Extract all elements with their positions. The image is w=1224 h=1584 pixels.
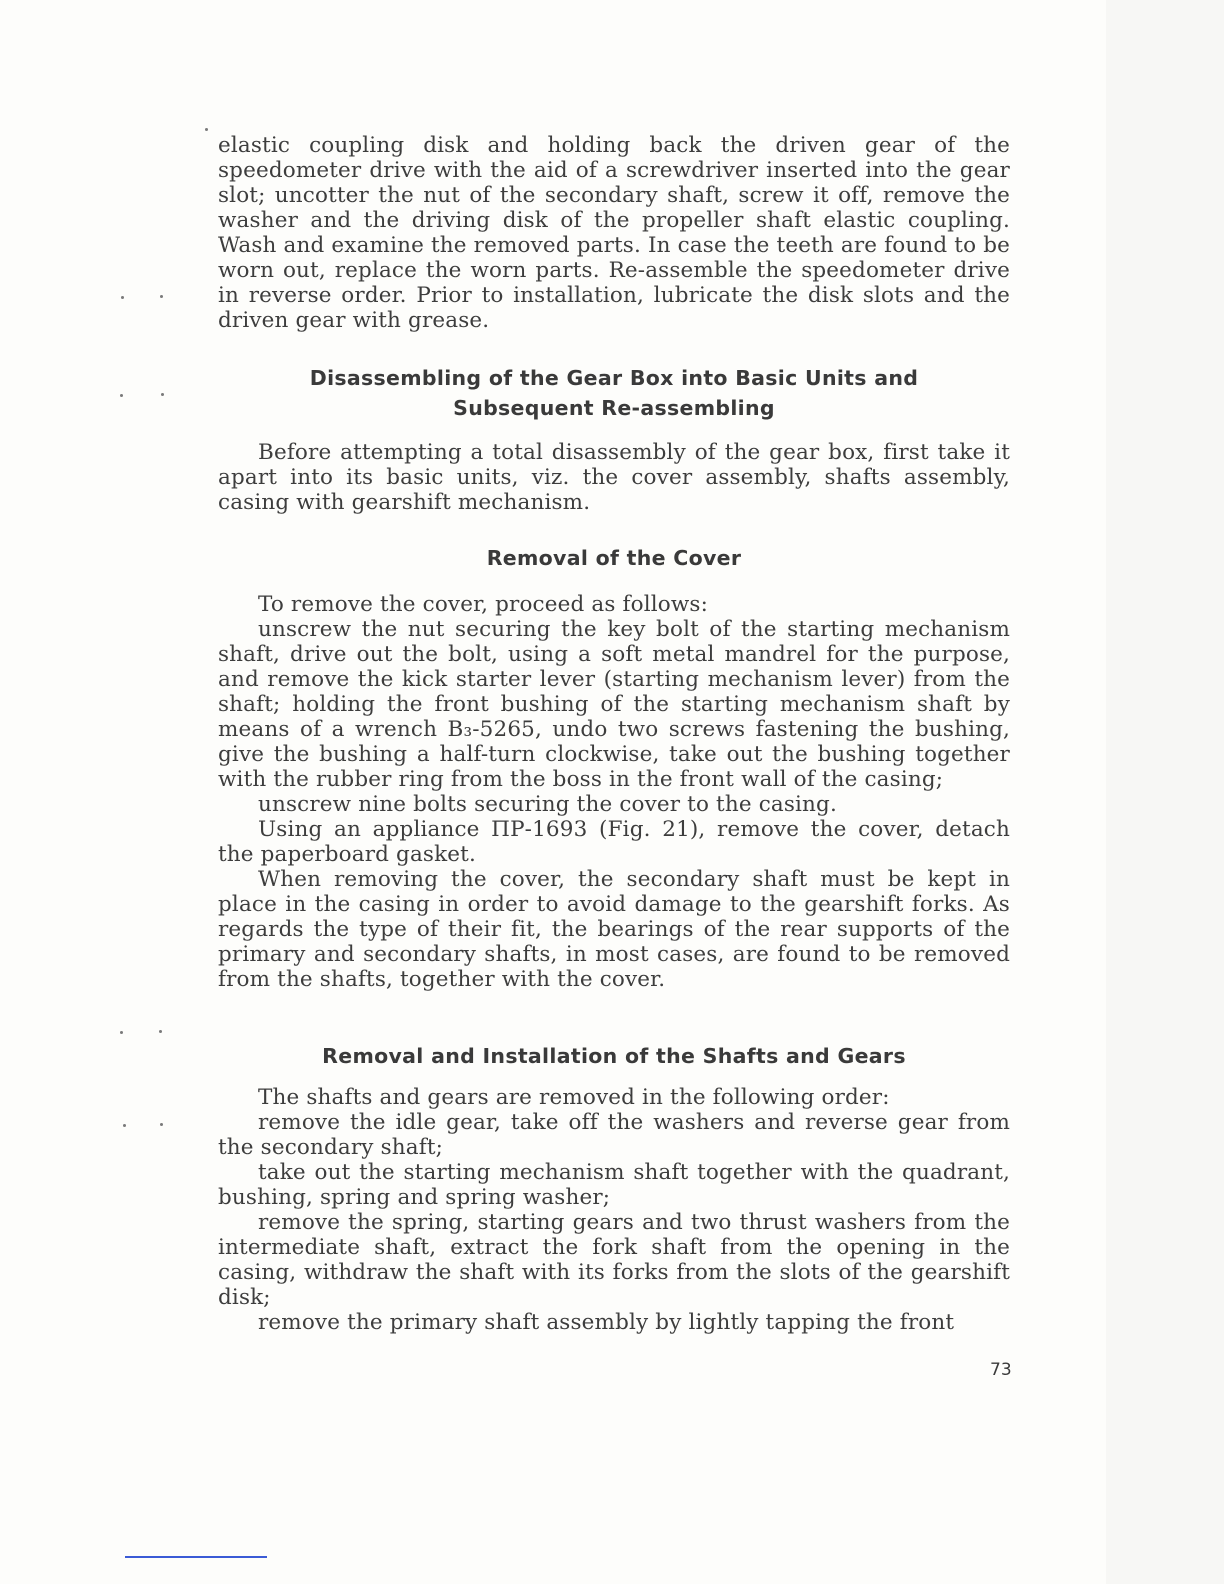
cover-paragraph: Using an appliance ПР-1693 (Fig. 21), remove the cover, detach the paperboard gasket. xyxy=(218,817,1010,867)
intro-paragraph: elastic coupling disk and holding back the driven gear of the speedometer drive with the aid of a screwdriver inserted into the gear slot; uncotter the nut of the secondary shaft, screw it off, remove the washer and the driving disk of the propeller shaft elastic coupling. Wash and examine the removed parts. In case the teeth are found to be worn out, replace the worn parts. Re-assemble the speedometer drive in reverse order. Prior to installation, lubricate the disk slots and the driven gear with grease. xyxy=(218,133,1010,333)
scan-speck xyxy=(123,1124,126,1127)
cover-paragraph: unscrew nine bolts securing the cover to the casing. xyxy=(258,792,837,817)
cover-heading-block xyxy=(218,543,1010,573)
disassembly-section xyxy=(218,440,1010,515)
shafts-paragraph: The shafts and gears are removed in the following order: xyxy=(258,1085,890,1110)
shafts-paragraph: take out the starting mechanism shaft together with the quadrant, bushing, spring and spring washer; xyxy=(218,1160,1010,1210)
disassembly-heading xyxy=(218,363,1010,423)
cover-paragraph: When removing the cover, the secondary shaft must be kept in place in the casing in order to avoid damage to the gearshift forks. As regards the type of their fit, the bearings of the rear supports of the primary and secondary shafts, in most cases, are found to be removed from the shafts, together with the cover. xyxy=(218,867,1010,992)
scan-speck xyxy=(120,1031,123,1034)
disassembly-paragraph: Before attempting a total disassembly of the gear box, first take it apart into its basic units, viz. the cover assembly, shafts assembly, casing with gearshift mechanism. xyxy=(218,440,1010,515)
intro-section xyxy=(218,133,1010,333)
scan-speck xyxy=(120,394,123,397)
shafts-paragraph: remove the primary shaft assembly by lightly tapping the front xyxy=(258,1310,955,1335)
cover-paragraph: To remove the cover, proceed as follows: xyxy=(258,592,709,617)
cover-section xyxy=(218,592,1010,992)
shafts-paragraph: remove the spring, starting gears and two thrust washers from the intermediate shaft, extract the fork shaft from the opening in the casing, withdraw the shaft with its forks from the slots of the gearshift disk; xyxy=(218,1210,1010,1310)
bottom-rule xyxy=(125,1556,267,1558)
scan-speck xyxy=(121,296,124,299)
disassembly-heading-line2: Subsequent Re-assembling xyxy=(453,396,775,420)
shafts-section xyxy=(218,1085,1010,1335)
scan-speck xyxy=(159,1030,162,1033)
page-number: 73 xyxy=(990,1360,1012,1380)
cover-heading: Removal of the Cover xyxy=(486,546,742,570)
scan-speck xyxy=(160,295,163,298)
page-edge-shadow xyxy=(1106,0,1224,1584)
scan-speck xyxy=(160,1123,163,1126)
shafts-heading: Removal and Installation of the Shafts and Gears xyxy=(322,1044,906,1068)
disassembly-heading-line1: Disassembling of the Gear Box into Basic Units and xyxy=(309,366,919,390)
scan-speck xyxy=(205,128,208,131)
cover-paragraph: unscrew the nut securing the key bolt of the starting mechanism shaft, drive out the bolt, using a soft metal mandrel for the purpose, and remove the kick starter lever (starting mechanism lever) from the shaft; holding the front bushing of the starting mechanism shaft by means of a wrench B₃-5265, undo two screws fastening the bushing, give the bushing a half-turn clockwise, take out the bushing together with the rubber ring from the boss in the front wall of the casing; xyxy=(218,617,1010,792)
shafts-paragraph: remove the idle gear, take off the washers and reverse gear from the secondary shaft; xyxy=(218,1110,1010,1160)
scan-speck xyxy=(161,393,164,396)
shafts-heading-block xyxy=(218,1041,1010,1071)
